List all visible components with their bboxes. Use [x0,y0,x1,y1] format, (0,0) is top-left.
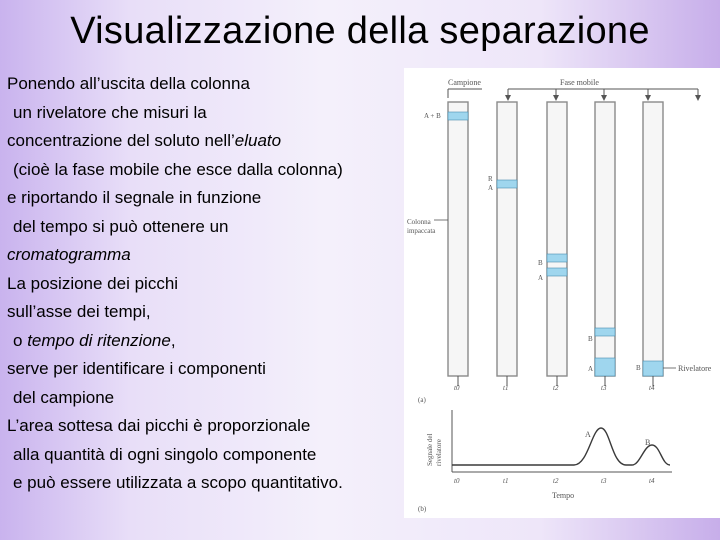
label-a-t2: A [538,274,544,282]
band-b-t3 [595,328,615,336]
label-campione: Campione [448,78,481,87]
band-r [497,180,517,188]
label-impaccata: impaccata [407,227,436,235]
label-a-t1: A [488,184,494,192]
column-t4 [643,102,663,376]
chromatogram-ylabel-2: rivelatore [435,439,443,466]
tempo-ritenzione-term: tempo di ritenzione [27,330,171,350]
band-a-t2 [547,268,567,276]
time-t1-b: t1 [503,477,509,485]
time-t1-a: t1 [503,384,509,392]
label-b-t2: B [538,259,543,267]
time-t3-a: t3 [601,384,607,392]
text-line-12: del campione [13,387,115,407]
label-fase-mobile: Fase mobile [560,78,599,87]
column-t1 [497,102,517,376]
text-line-8: La posizione dei picchi [7,273,179,293]
text-line-9: sull’asse dei tempi, [7,302,151,321]
mobile-phase-feed [448,89,698,98]
label-b-t3: B [588,335,593,343]
peak-label-a: A [585,430,591,439]
time-t3-b: t3 [601,477,607,485]
text-line-5: e riportando il segnale in funzione [7,188,262,207]
time-t0-a: t0 [454,384,460,392]
text-line-2: un rivelatore che misuri la [13,102,207,122]
panel-b-label: (b) [418,505,427,513]
text-line-3 [7,127,407,156]
text-line-10-end: , [170,330,176,350]
column-t0 [448,102,468,376]
text-line-3-start: concentrazione del soluto nell’ [7,131,235,150]
column-t2 [547,102,567,376]
figure-svg [404,68,720,518]
cromatogramma-term: cromatogramma [7,245,131,264]
label-colonna: Colonna [407,218,431,226]
time-t2-a: t2 [553,384,559,392]
band-a-t3 [595,358,615,376]
text-line-6: del tempo si può ottenere un [13,216,229,236]
text-line-1: Ponendo all’uscita della colonna [7,74,250,93]
eluato-term: eluato [234,131,282,150]
chromatogram-xlabel: Tempo [552,491,575,500]
label-r: R [488,175,493,183]
band-a-plus-b [448,112,468,120]
label-a-t3: A [588,365,594,373]
chromatogram-curve [452,428,670,465]
time-t4-b: t4 [649,477,655,485]
band-b-t2 [547,254,567,262]
band-b-t4 [643,361,663,376]
chromatogram [452,410,672,472]
text-line-10-start: o [13,330,28,350]
time-t2-b: t2 [553,477,559,485]
body-text [7,70,407,498]
text-line-10 [7,327,407,356]
peak-label-b: B [645,438,651,447]
text-line-4: (cioè la fase mobile che esce dalla colonna) [13,159,343,179]
chromatography-figure [404,68,720,518]
text-line-14: alla quantità di ogni singolo componente [13,444,317,464]
text-line-15: e può essere utilizzata a scopo quantitativo. [13,473,343,492]
text-line-11: serve per identificare i componenti [7,359,266,378]
columns [448,102,663,376]
label-rivelatore: Rivelatore [678,364,712,373]
panel-a-label: (a) [418,396,426,404]
text-line-13: L’area sottesa dai picchi è proporzionale [7,416,311,435]
slide-title: Visualizzazione della separazione [70,10,650,52]
label-a-plus-b: A + B [424,112,441,120]
label-b-t4: B [636,364,641,372]
chromatogram-ylabel-1: Segnale del [426,433,434,466]
time-t0-b: t0 [454,477,460,485]
time-t4-a: t4 [649,384,655,392]
